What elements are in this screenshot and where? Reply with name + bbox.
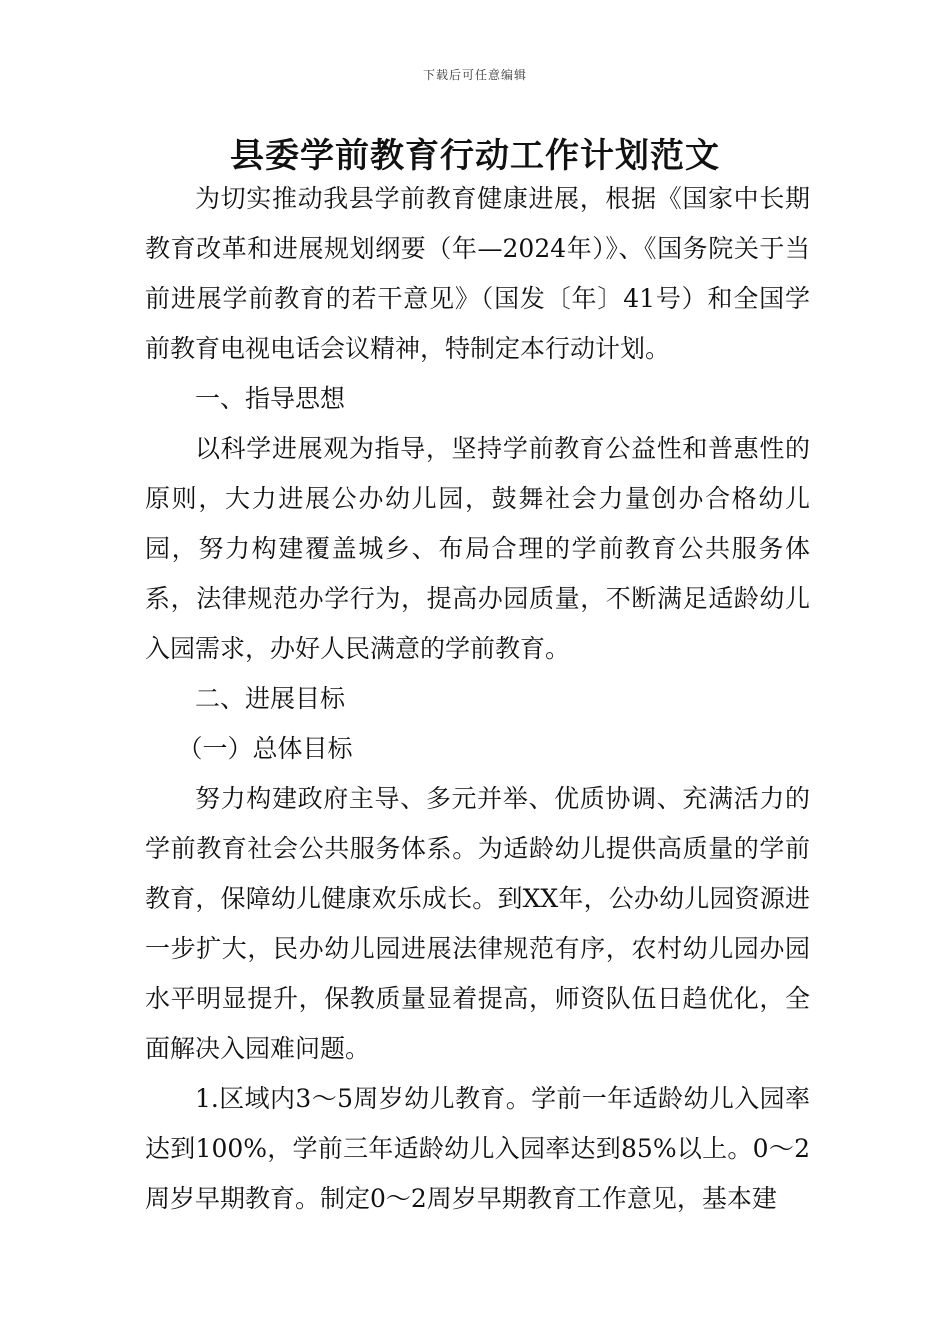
intro-paragraph: 为切实推动我县学前教育健康进展，根据《国家中长期教育改革和进展规划纲要（年—2024年）》、《国务院关于当前进展学前教育的若干意见》（国发〔年〕41号）和全国学前教育电视电话会议精神，特制定本行动计划。 (145, 184, 810, 363)
document-body (145, 174, 810, 1224)
document-title: 县委学前教育行动工作计划范文 (230, 136, 720, 176)
overall-goals-paragraph: 努力构建政府主导、多元并举、优质协调、充满活力的学前教育社会公共服务体系。为适龄幼儿提供高质量的学前教育，保障幼儿健康欢乐成长。到XX年，公办幼儿园资源进一步扩大，民办幼儿园进展法律规范有序，农村幼儿园办园水平明显提升，保教质量显着提高，师资队伍日趋优化，全面解决入园难问题。 (145, 784, 810, 1063)
header-note: 下载后可任意编辑 (422, 68, 527, 82)
goal-item-1-paragraph: 1.区域内3～5周岁幼儿教育。学前一年适龄幼儿入园率达到100%，学前三年适龄幼儿入园率达到85%以上。0～2周岁早期教育。制定0～2周岁早期教育工作意见，基本建 (145, 1084, 810, 1213)
guiding-thought-paragraph: 以科学进展观为指导，坚持学前教育公益性和普惠性的原则，大力进展公办幼儿园，鼓舞社会力量创办合格幼儿园，努力构建覆盖城乡、布局合理的学前教育公共服务体系，法律规范办学行为，提高办园质量，不断满足适龄幼儿入园需求，办好人民满意的学前教育。 (145, 434, 810, 663)
subsection-heading-overall-goals: （一）总体目标 (177, 734, 353, 763)
section-heading-development-goals: 二、进展目标 (195, 684, 346, 713)
section-heading-guiding-thought: 一、指导思想 (195, 384, 346, 413)
